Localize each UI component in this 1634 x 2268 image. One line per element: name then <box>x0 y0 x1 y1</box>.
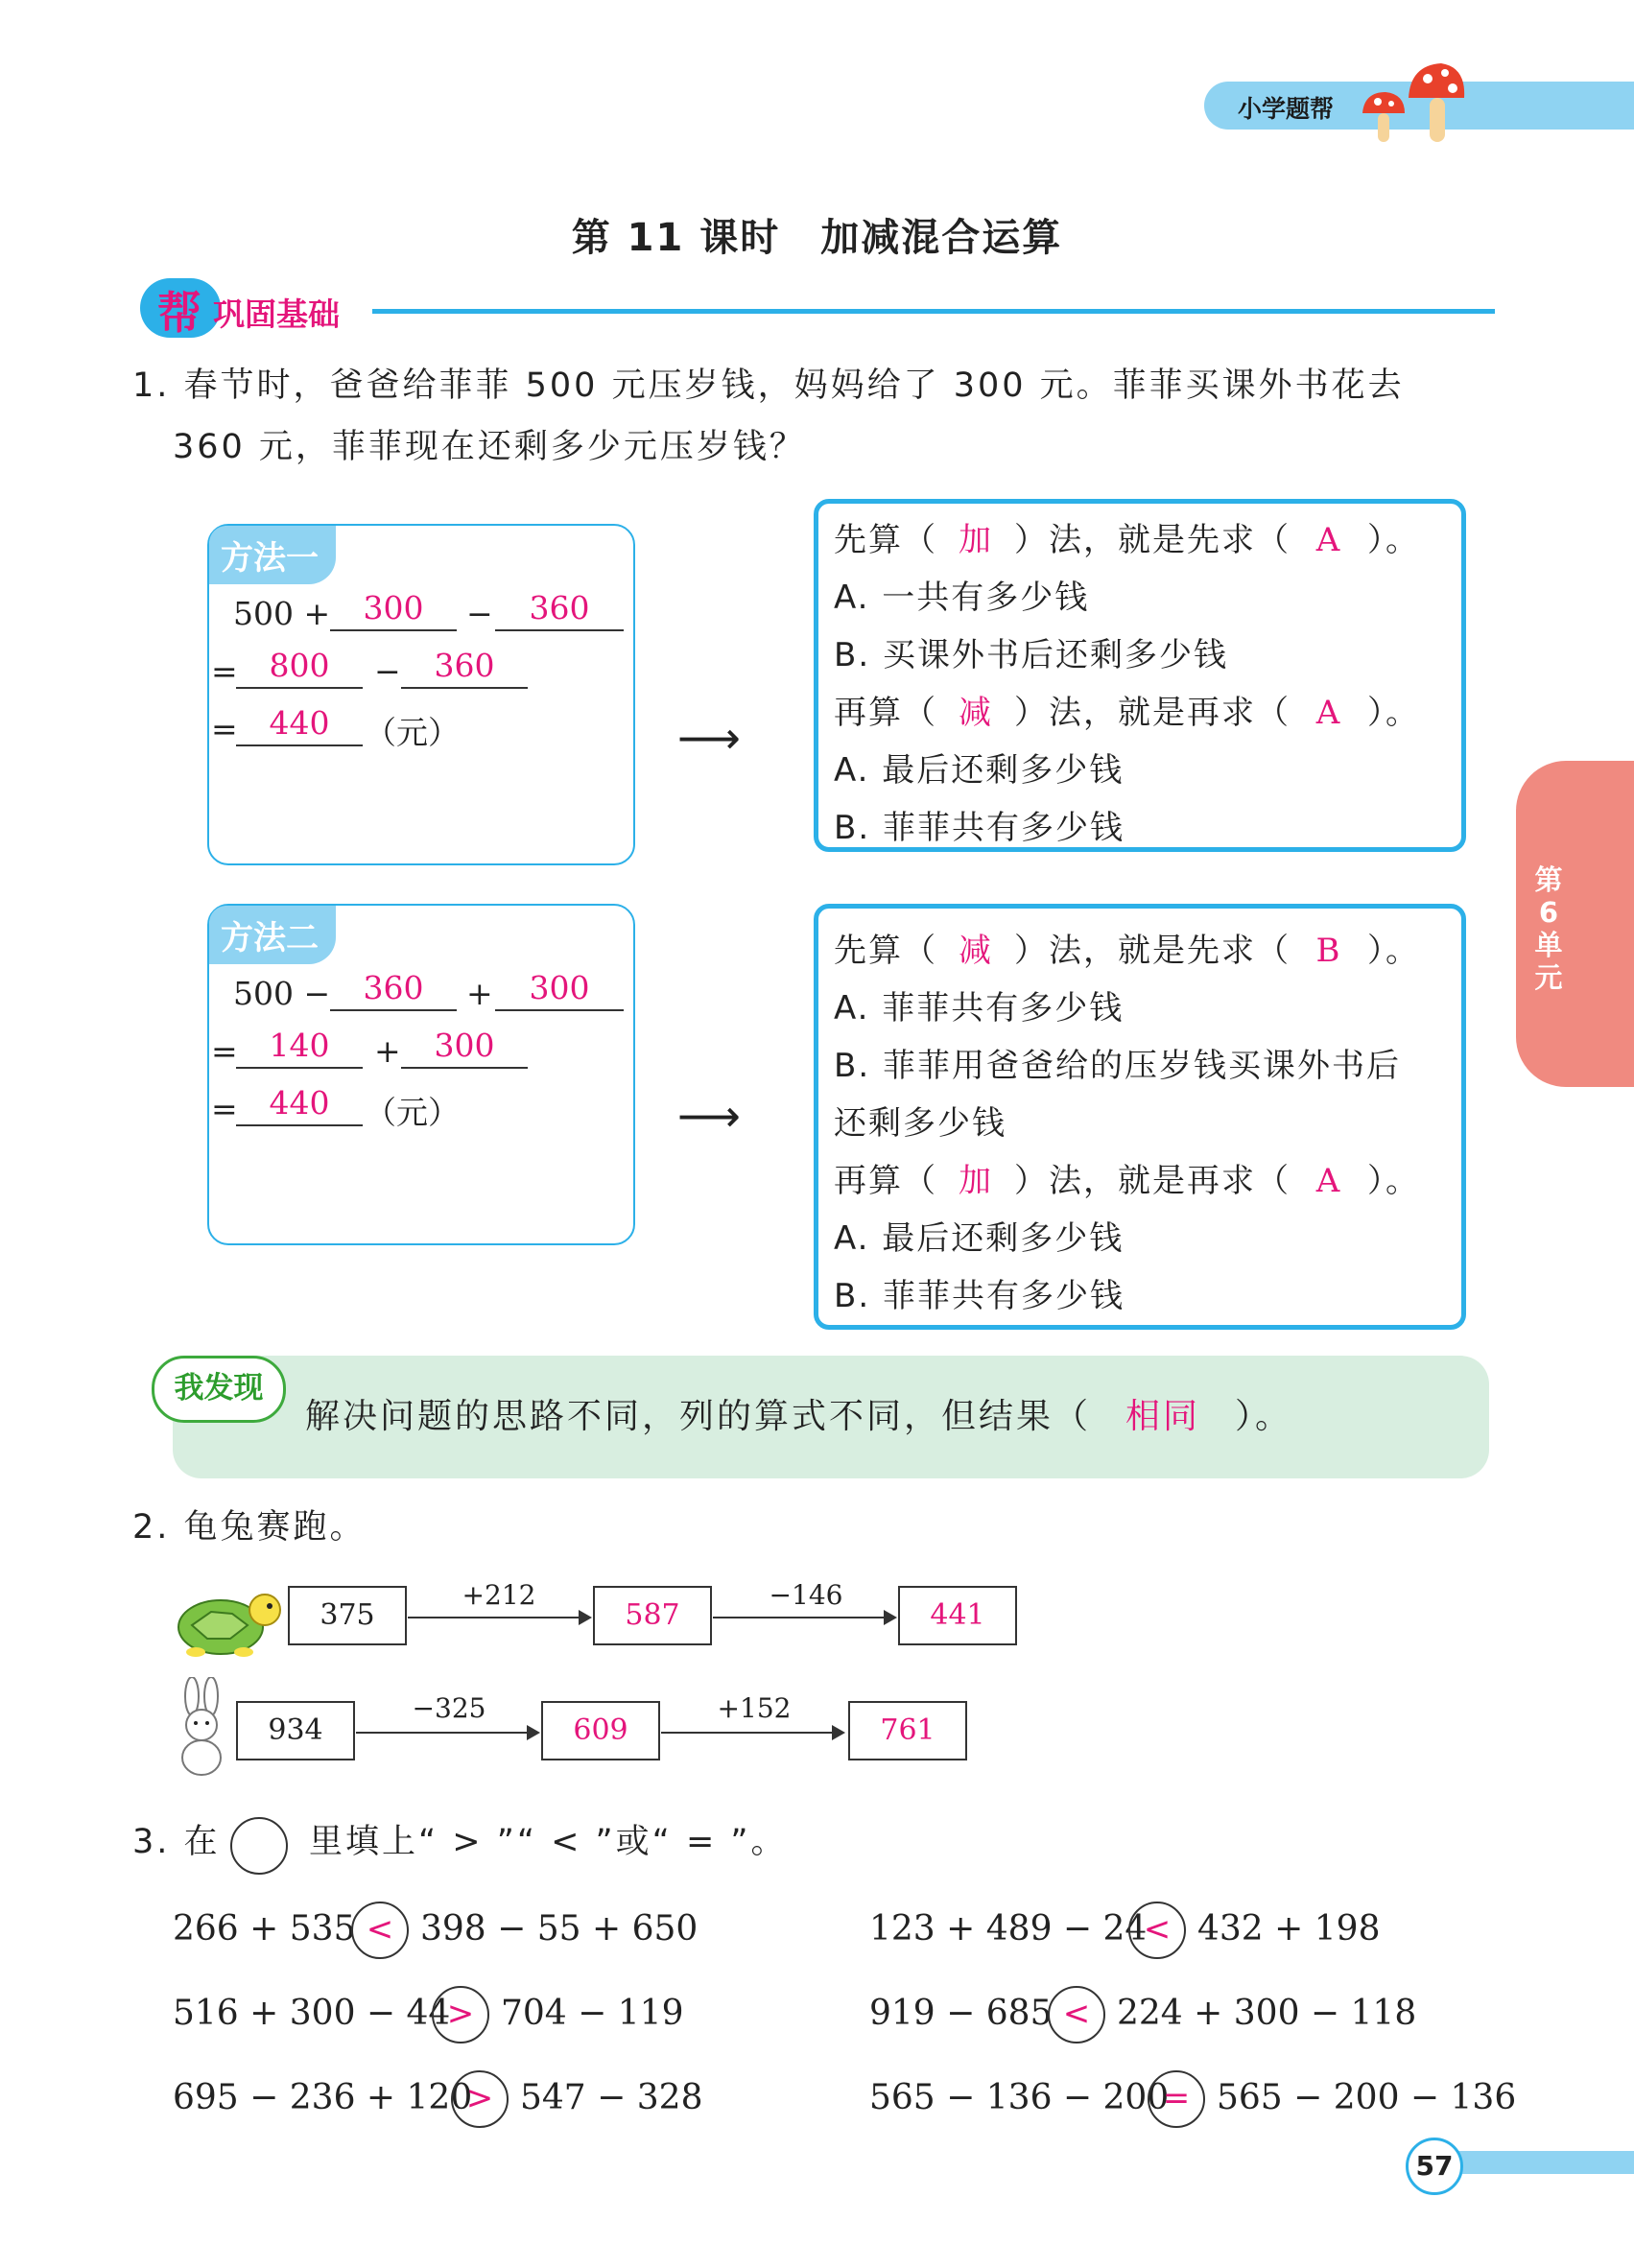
section-badge-char: 帮 <box>157 287 201 339</box>
explain2-second-answer[interactable]: 加 <box>959 1162 993 1200</box>
method1-op1: − <box>466 595 493 632</box>
q3-item1-right: 398 − 55 + 650 <box>420 1909 699 1949</box>
method2-blank3[interactable]: 140 <box>236 1027 363 1069</box>
rabbit-arrow1 <box>356 1732 538 1734</box>
method2-box <box>207 904 635 1245</box>
turtle-mid-box[interactable]: 587 <box>593 1586 712 1645</box>
rabbit-start-box: 934 <box>236 1701 355 1760</box>
q3-item6-sign[interactable]: = <box>1148 2070 1205 2128</box>
method1-eq2: = <box>211 710 238 747</box>
q3-title-post: 里填上“ > ”“ < ”或“ = ”。 <box>309 1823 788 1861</box>
method2-blank2[interactable]: 300 <box>495 969 624 1011</box>
q3-item2-left: 123 + 489 − 24 <box>869 1909 1148 1949</box>
explain1-second-choice[interactable]: A <box>1315 694 1342 732</box>
q2-title: 2. 龟兔赛跑。 <box>132 1508 367 1547</box>
q3-item5-left: 695 − 236 + 120 <box>173 2078 473 2117</box>
explain1-first-answer[interactable]: 加 <box>959 521 993 559</box>
footer-band <box>1439 2151 1634 2174</box>
method2-op1: + <box>466 975 493 1012</box>
lesson-title: 第 11 课时 加减混合运算 <box>571 216 1063 260</box>
explain1-option-a2: A. 最后还剩多少钱 <box>834 751 1125 790</box>
q3-item3-left: 516 + 300 − 44 <box>173 1994 451 2033</box>
q3-item1-sign[interactable]: < <box>351 1902 409 1959</box>
explain2-option-b2: B. 菲菲共有多少钱 <box>834 1277 1125 1315</box>
q3-item1-left: 266 + 535 <box>173 1909 356 1949</box>
explain1-second-line: 再算（ 减 ）法，就是再求（ A ）。 <box>834 686 1420 733</box>
method2-eq2: = <box>211 1090 238 1127</box>
explain2-first-choice[interactable]: B <box>1315 932 1342 970</box>
turtle-op1: +212 <box>462 1579 536 1611</box>
rabbit-mid-box[interactable]: 609 <box>541 1701 660 1760</box>
explain2-option-b1-cont: 还剩多少钱 <box>834 1104 1006 1143</box>
explain1-box <box>814 499 1466 852</box>
turtle-icon <box>173 1583 286 1658</box>
q3-title-circle-icon <box>230 1817 288 1875</box>
discover-badge: 我发现 <box>152 1356 286 1423</box>
method2-op2: + <box>374 1032 401 1070</box>
method1-blank3[interactable]: 800 <box>236 647 363 689</box>
method1-eq1: = <box>211 652 238 690</box>
q3-item5-right: 547 − 328 <box>520 2078 703 2117</box>
explain2-option-a2: A. 最后还剩多少钱 <box>834 1219 1125 1258</box>
explain2-second-line: 再算（ 加 ）法，就是再求（ A ）。 <box>834 1154 1420 1201</box>
q3-item6-right: 565 − 200 − 136 <box>1217 2078 1517 2117</box>
method2-blank4[interactable]: 300 <box>401 1027 528 1069</box>
rabbit-end-box[interactable]: 761 <box>848 1701 967 1760</box>
rabbit-icon <box>169 1677 236 1779</box>
q1-text-line1: 1. 春节时，爸爸给菲菲 500 元压岁钱，妈妈给了 300 元。菲菲买课外书花去 <box>132 366 1405 405</box>
q3-item2-sign[interactable]: < <box>1128 1902 1186 1959</box>
explain2-first-line: 先算（ 减 ）法，就是先求（ B ）。 <box>834 924 1420 971</box>
method1-unit: （元） <box>365 714 460 751</box>
method2-unit: （元） <box>365 1094 460 1131</box>
discover-text: 解决问题的思路不同，列的算式不同，但结果（ 相同 ）。 <box>305 1389 1292 1438</box>
explain1-second-answer[interactable]: 减 <box>959 694 993 732</box>
turtle-end-box[interactable]: 441 <box>898 1586 1017 1645</box>
q3-item4-sign[interactable]: < <box>1048 1986 1105 2044</box>
method2-blank1[interactable]: 360 <box>330 969 457 1011</box>
unit-tab-label: 第6单元 <box>1534 863 1563 994</box>
method2-tab: 方法二 <box>209 906 336 964</box>
rabbit-op2: +152 <box>717 1692 792 1724</box>
q3-item2-right: 432 + 198 <box>1197 1909 1381 1949</box>
q3-item3-right: 704 − 119 <box>501 1994 684 2033</box>
method1-box <box>207 524 635 865</box>
method1-blank2[interactable]: 360 <box>495 589 624 631</box>
explain2-first-answer[interactable]: 减 <box>959 932 993 970</box>
method1-blank4[interactable]: 360 <box>401 647 528 689</box>
mushroom-icon <box>1353 59 1468 148</box>
page-number: 57 <box>1406 2138 1463 2195</box>
q3-item4-right: 224 + 300 − 118 <box>1117 1994 1417 2033</box>
rabbit-arrow2 <box>661 1732 843 1734</box>
method1-arrow-icon: ⟶ <box>677 712 741 764</box>
method1-tab: 方法一 <box>209 526 336 584</box>
q3-item5-sign[interactable]: > <box>451 2070 509 2128</box>
method2-blank5[interactable]: 440 <box>236 1084 363 1126</box>
explain2-second-choice[interactable]: A <box>1315 1162 1342 1200</box>
explain2-option-b1: B. 菲菲用爸爸给的压岁钱买课外书后 <box>834 1047 1401 1085</box>
method2-eq1: = <box>211 1032 238 1070</box>
explain1-option-a1: A. 一共有多少钱 <box>834 579 1090 617</box>
method1-blank1[interactable]: 300 <box>330 589 457 631</box>
q3-title-pre: 3. 在 <box>132 1823 221 1861</box>
explain1-first-line: 先算（ 加 ）法，就是先求（ A ）。 <box>834 513 1420 560</box>
method1-start: 500 + <box>233 595 331 632</box>
rabbit-op1: −325 <box>412 1692 486 1724</box>
explain2-option-a1: A. 菲菲共有多少钱 <box>834 989 1125 1028</box>
method2-arrow-icon: ⟶ <box>677 1090 741 1142</box>
discover-answer[interactable]: 相同 <box>1125 1397 1201 1436</box>
explain1-option-b1: B. 买课外书后还剩多少钱 <box>834 636 1228 674</box>
turtle-arrow2 <box>713 1617 895 1618</box>
explain1-option-b2: B. 菲菲共有多少钱 <box>834 809 1125 847</box>
q3-item4-left: 919 − 685 <box>869 1994 1053 2033</box>
explain2-box <box>814 904 1466 1330</box>
explain1-first-choice[interactable]: A <box>1315 521 1342 559</box>
turtle-arrow1 <box>408 1617 590 1618</box>
q1-text-line2: 360 元，菲菲现在还剩多少元压岁钱？ <box>173 428 806 466</box>
q3-item3-sign[interactable]: > <box>432 1986 489 2044</box>
q3-item6-left: 565 − 136 − 200 <box>869 2078 1170 2117</box>
method1-op2: − <box>374 652 401 690</box>
method1-blank5[interactable]: 440 <box>236 704 363 746</box>
turtle-start-box: 375 <box>288 1586 407 1645</box>
method2-start: 500 − <box>233 975 331 1012</box>
turtle-op2: −146 <box>769 1579 843 1611</box>
brand-label: 小学题帮 <box>1238 95 1335 123</box>
section-divider <box>372 309 1495 314</box>
section-title: 巩固基础 <box>213 295 340 333</box>
